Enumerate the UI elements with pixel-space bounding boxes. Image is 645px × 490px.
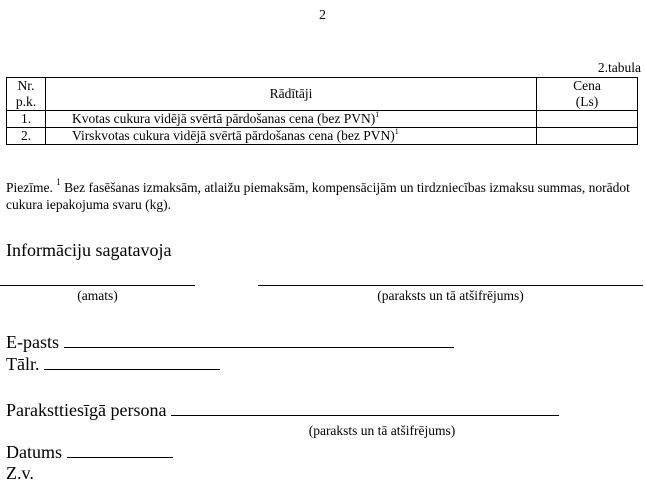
row-indicator-text: Virskvotas cukura vidējā svērtā pārdošanas cena (bez PVN) [72, 128, 395, 143]
email-label: E-pasts [6, 332, 59, 352]
row-indicator [46, 111, 537, 128]
header-indicators: Rādītāji [46, 78, 537, 111]
prepared-by-label: Informāciju sagatavoja [6, 240, 172, 260]
date-row [6, 442, 645, 463]
row-indicator [46, 128, 537, 145]
row-nr: 1. [7, 111, 46, 128]
header-price-line1: Cena [573, 78, 601, 93]
date-field[interactable] [67, 443, 173, 458]
position-caption: (amats) [77, 288, 118, 303]
header-nr-line1: Nr. [17, 78, 35, 93]
header-nr-line2: p.k. [15, 94, 37, 109]
header-nr [7, 78, 46, 111]
authorized-signature-caption: (paraksts un tā atšifrējums) [308, 423, 456, 438]
prepared-signature-caption: (paraksts un tā atšifrējums) [377, 288, 524, 303]
header-price-line2: (Ls) [575, 94, 599, 109]
footnote-mark: 1 [375, 110, 380, 119]
row-nr: 2. [7, 128, 46, 145]
note-text: Bez fasēšanas izmaksām, atlaižu piemaksām, kompensācijām un tirdzniecības izmaksu summas, norādot cukura iepakojuma svaru (kg). [6, 180, 630, 212]
row-price-cell[interactable] [537, 111, 638, 128]
table-header-row [7, 78, 638, 111]
email-field[interactable] [64, 333, 454, 348]
date-label: Datums [6, 442, 62, 462]
authorized-label: Paraksttiesīgā persona [6, 400, 167, 420]
table-caption: 2.tabula [597, 60, 641, 75]
note-footnote-mark: 1 [56, 177, 61, 187]
page-number: 2 [319, 8, 326, 23]
row-price-cell[interactable] [537, 128, 638, 145]
table-row [7, 111, 638, 128]
position-line[interactable] [0, 285, 195, 286]
authorized-signature-field[interactable] [171, 401, 559, 416]
sugar-price-table [6, 77, 638, 145]
footnote-note [6, 179, 638, 213]
phone-label: Tālr. [6, 354, 40, 374]
authorized-row [6, 400, 645, 421]
table-row [7, 128, 638, 145]
footnote-mark: 1 [394, 127, 399, 136]
phone-row [6, 354, 645, 375]
email-row [6, 332, 645, 353]
seal-label: Z.v. [6, 463, 34, 483]
phone-field[interactable] [44, 355, 220, 370]
header-price [537, 78, 638, 111]
prepared-signature-line[interactable] [258, 285, 643, 286]
row-indicator-text: Kvotas cukura vidējā svērtā pārdošanas cena (bez PVN) [72, 111, 376, 126]
note-label: Piezīme. [6, 180, 53, 195]
